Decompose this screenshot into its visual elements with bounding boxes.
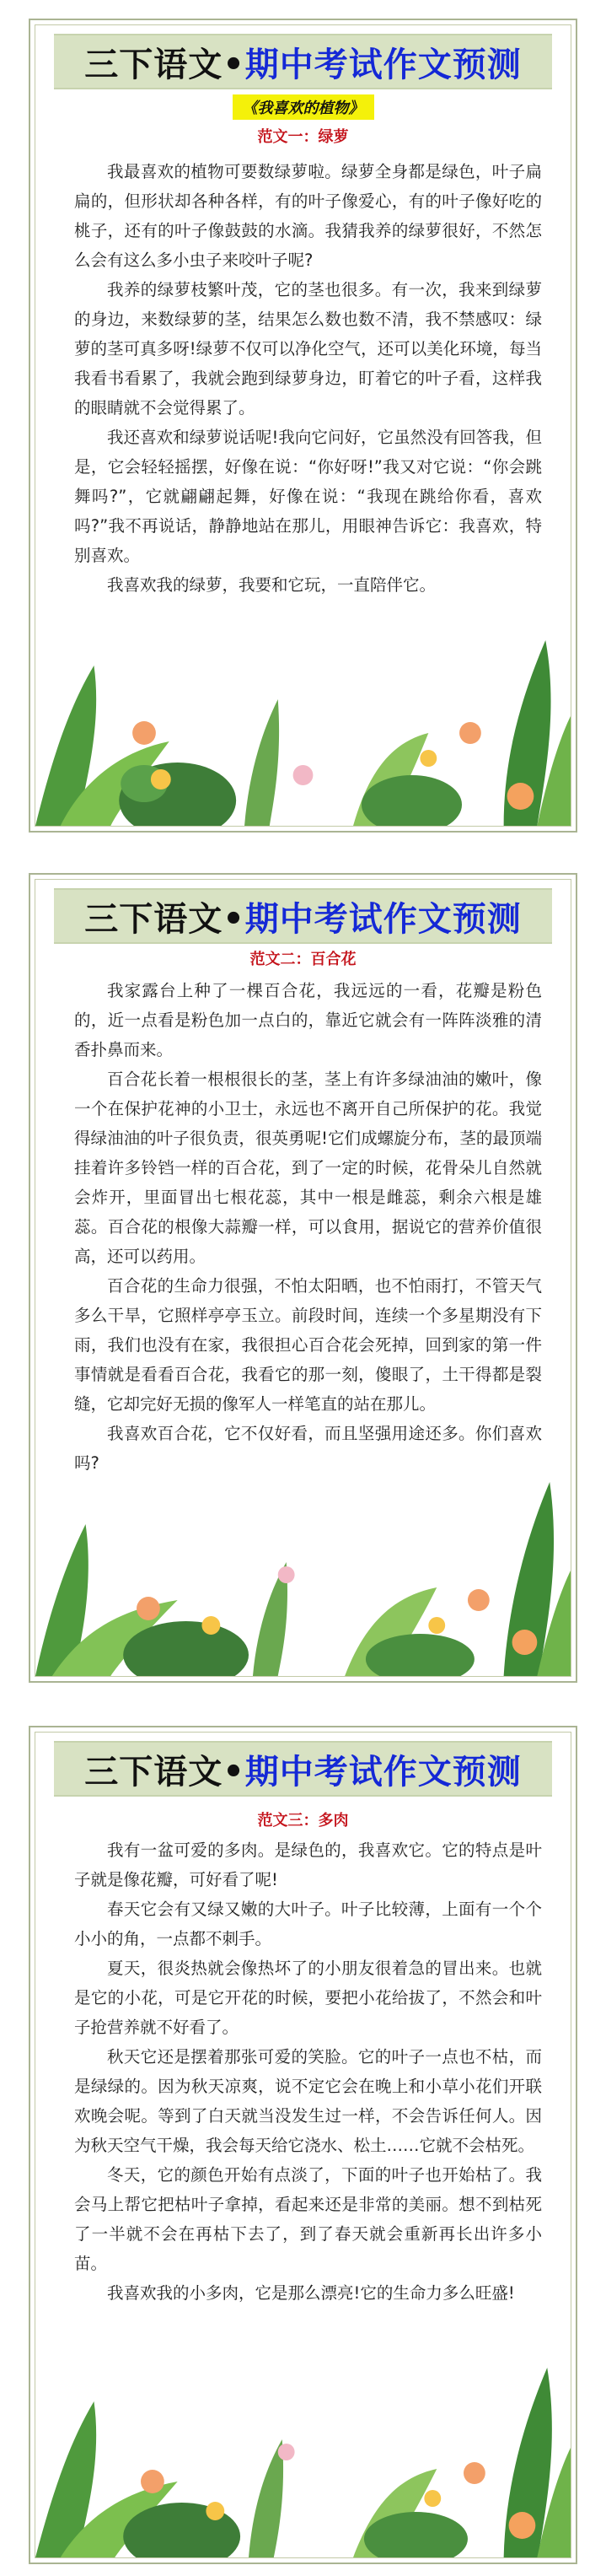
essay-subtitle: 范文一：绿萝	[257, 128, 349, 146]
paragraph: 我家露台上种了一棵百合花，我远远的一看，花瓣是粉色的，近一点看是粉色加一点白的，靠近它就会有一阵阵淡雅的清香扑鼻而来。	[74, 981, 542, 1059]
essay-body	[74, 976, 542, 1478]
paragraph: 我养的绿萝枝繁叶茂，它的茎也很多。有一次，我来到绿萝的身边，来数绿萝的茎，结果怎么数也数不清，我不禁感叹：绿萝的茎可真多呀!绿萝不仅可以净化空气，还可以美化环境，每当我看书看累了，我就会跑到绿萝身边，盯着它的叶子看，这样我的眼睛就不会觉得累了。	[74, 280, 542, 418]
paragraph: 我喜欢我的小多肉，它是那么漂亮!它的生命力多么旺盛!	[107, 2283, 515, 2303]
paragraph: 我有一盆可爱的多肉。是绿色的，我喜欢它。它的特点是叶子就是像花瓣，可好看了呢!	[74, 1840, 542, 1889]
paragraph: 我最喜欢的植物可要数绿萝啦。绿萝全身都是绿色，叶子扁扁的，但形状却各种各样，有的叶子像爱心，有的叶子像好吃的桃子，还有的叶子像鼓鼓的水滴。我猜我养的绿萝很好，不然怎么会有这么多小虫子来咬叶子呢?	[74, 162, 542, 270]
essay-card-1	[29, 19, 577, 833]
banner-topic: 期中考试作文预测	[244, 45, 522, 84]
banner-topic: 期中考试作文预测	[244, 899, 522, 939]
banner	[54, 34, 552, 89]
banner-grade: 三下语文•	[84, 1752, 245, 1792]
book-title	[30, 94, 576, 120]
paragraph: 夏天，很炎热就会像热坏了的小朋友很着急的冒出来。也就是它的小花，可是它开花的时候，要把小花给拔了，不然会和叶子抢营养就不好看了。	[74, 1959, 542, 2037]
essay-subtitle: 范文三：多肉	[257, 1812, 349, 1830]
essay-subtitle: 范文二：百合花	[249, 951, 357, 968]
banner	[54, 1741, 552, 1797]
banner	[54, 888, 552, 944]
paragraph: 春天它会有又绿又嫩的大叶子。叶子比较薄，上面有一个个小小的角，一点都不刺手。	[74, 1900, 542, 1948]
banner-grade: 三下语文•	[84, 45, 245, 84]
paragraph: 我喜欢百合花，它不仅好看，而且坚强用途还多。你们喜欢吗?	[74, 1424, 542, 1473]
plant-decoration	[35, 2363, 571, 2557]
essay-body	[74, 1835, 542, 2308]
essay-card-3	[29, 1726, 577, 2564]
essay-card-2	[29, 873, 577, 1683]
paragraph: 我还喜欢和绿萝说话呢!我向它问好，它虽然没有回答我，但是，它会轻轻摇摆，好像在说：“你好呀!”我又对它说：“你会跳舞吗?”，它就翩翩起舞，好像在说：“我现在跳给你看，喜欢吗?”我不再说话，静静地站在那儿，用眼神告诉它：我喜欢，特别喜欢。	[74, 428, 542, 565]
essay-body	[74, 157, 542, 600]
paragraph: 我喜欢我的绿萝，我要和它玩，一直陪伴它。	[107, 575, 437, 595]
paragraph: 百合花的生命力很强，不怕太阳晒，也不怕雨打，不管天气多么干旱，它照样亭亭玉立。前段时间，连续一个多星期没有下雨，我们也没有在家，我很担心百合花会死掉，回到家的第一件事情就是看看百合花，我看它的那一刻，傻眼了，土干得都是裂缝，它却完好无损的像军人一样笔直的站在那儿。	[74, 1276, 542, 1414]
paragraph: 百合花长着一根根很长的茎，茎上有许多绿油油的嫩叶，像一个在保护花神的小卫士，永远也不离开自己所保护的花。我觉得绿油油的叶子很负责，很英勇呢!它们成螺旋分布，茎的最顶端挂着许多铃铛一样的百合花，到了一定的时候，花骨朵儿自然就会炸开，里面冒出七根花蕊，其中一根是雌蕊，剩余六根是雄蕊。百合花的根像大蒜瓣一样，可以食用，据说它的营养价值很高，还可以药用。	[74, 1070, 542, 1266]
plant-decoration	[35, 1482, 571, 1676]
book-title-text: 《我喜欢的植物》	[233, 94, 374, 120]
banner-grade: 三下语文•	[84, 899, 245, 939]
paragraph: 冬天，它的颜色开始有点淡了，下面的叶子也开始枯了。我会马上帮它把枯叶子拿掉，看起来还是非常的美丽。想不到枯死了一半就不会在再枯下去了，到了春天就会重新再长出许多小苗。	[74, 2165, 542, 2273]
plant-decoration	[35, 632, 571, 826]
banner-topic: 期中考试作文预测	[244, 1752, 522, 1792]
paragraph: 秋天它还是摆着那张可爱的笑脸。它的叶子一点也不枯，而是绿绿的。因为秋天凉爽，说不定它会在晚上和小草小花们开联欢晚会呢。等到了白天就当没发生过一样，不会告诉任何人。因为秋天空气干燥，我会每天给它浇水、松土……它就不会枯死。	[74, 2047, 542, 2155]
